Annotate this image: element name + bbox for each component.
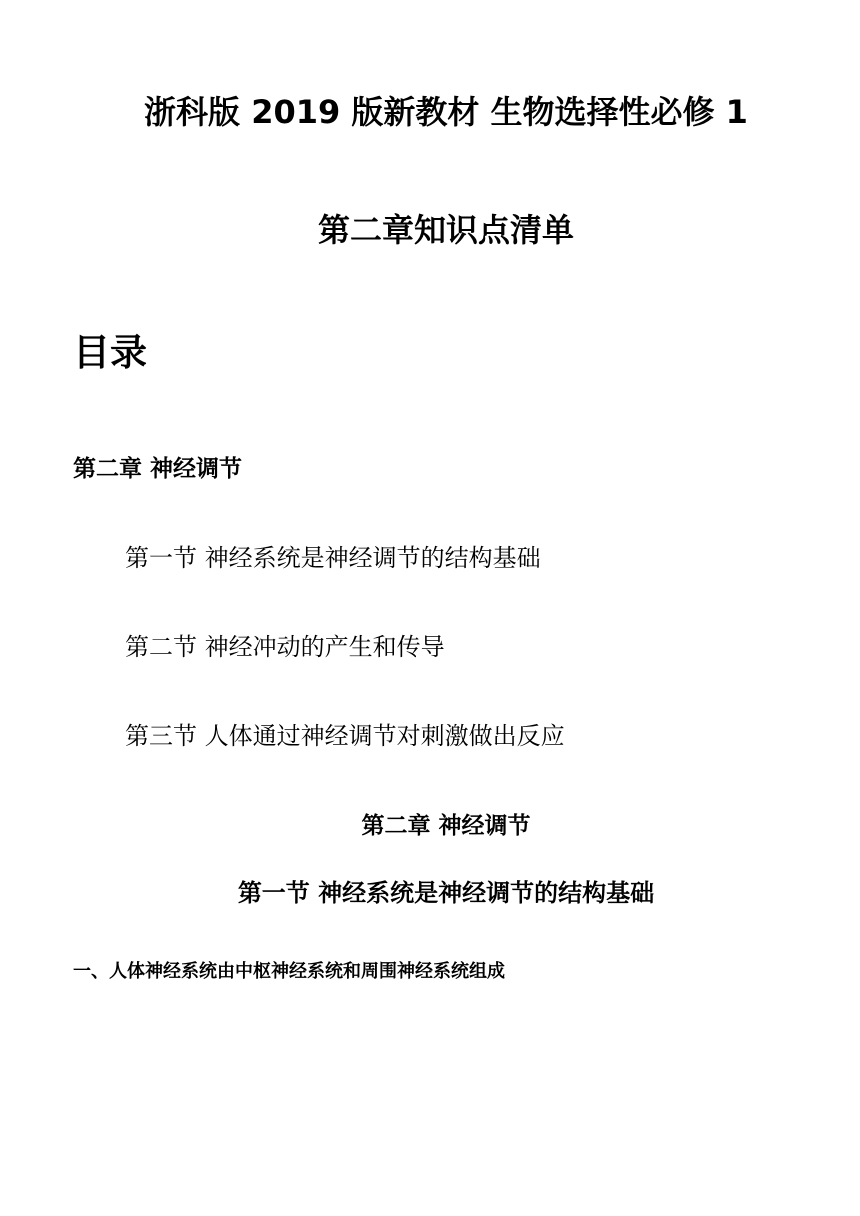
content-item-heading: 一、人体神经系统由中枢神经系统和周围神经系统组成 xyxy=(73,961,505,982)
document-title: 浙科版 2019 版新教材 生物选择性必修 1 xyxy=(144,93,748,131)
chapter-heading: 第二章 神经调节 xyxy=(361,813,531,839)
document-subtitle: 第二章知识点清单 xyxy=(317,211,574,249)
toc-section-3-link[interactable]: 第三节 人体通过神经调节对刺激做出反应 xyxy=(125,722,565,750)
toc-chapter-link[interactable]: 第二章 神经调节 xyxy=(73,456,243,482)
toc-section-1-link[interactable]: 第一节 神经系统是神经调节的结构基础 xyxy=(125,544,541,572)
toc-section-2-link[interactable]: 第二节 神经冲动的产生和传导 xyxy=(125,633,445,661)
toc-heading: 目录 xyxy=(73,331,147,374)
section-heading: 第一节 神经系统是神经调节的结构基础 xyxy=(237,879,655,907)
